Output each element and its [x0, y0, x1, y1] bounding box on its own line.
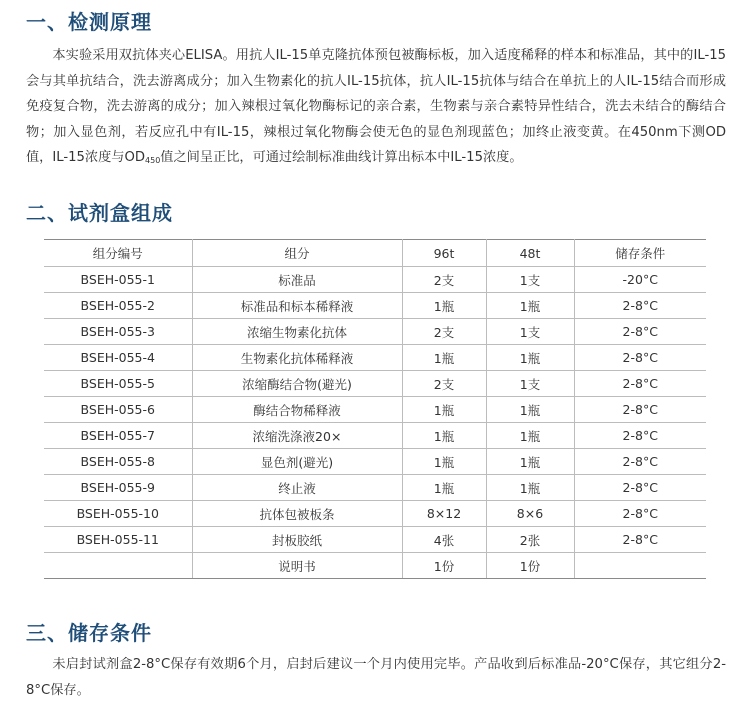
cell-component: 浓缩酶结合物(避光)	[192, 371, 402, 397]
cell-component-id: BSEH-055-4	[44, 345, 192, 371]
header-storage: 储存条件	[574, 240, 706, 267]
cell-48t: 1瓶	[486, 475, 574, 501]
cell-48t: 1支	[486, 371, 574, 397]
cell-component: 标准品和标本稀释液	[192, 293, 402, 319]
cell-storage: 2-8°C	[574, 319, 706, 345]
cell-48t: 1支	[486, 319, 574, 345]
cell-component: 终止液	[192, 475, 402, 501]
principle-text-end: 值之间呈正比，可通过绘制标准曲线计算出标本中IL-15浓度。	[160, 150, 523, 165]
cell-component-id: BSEH-055-10	[44, 501, 192, 527]
cell-component-id: BSEH-055-5	[44, 371, 192, 397]
cell-component: 标准品	[192, 267, 402, 293]
cell-96t: 4张	[402, 527, 486, 553]
table-row	[44, 527, 706, 553]
cell-component-id: BSEH-055-9	[44, 475, 192, 501]
header-96t: 96t	[402, 240, 486, 267]
table-row	[44, 267, 706, 293]
cell-storage: 2-8°C	[574, 397, 706, 423]
cell-96t: 2支	[402, 267, 486, 293]
table-row	[44, 293, 706, 319]
cell-storage: 2-8°C	[574, 527, 706, 553]
cell-component: 生物素化抗体稀释液	[192, 345, 402, 371]
cell-component: 抗体包被板条	[192, 501, 402, 527]
table-row	[44, 319, 706, 345]
table-row	[44, 501, 706, 527]
table-header-row	[44, 240, 706, 267]
section-title-principle: 一、检测原理	[26, 10, 152, 34]
cell-storage: 2-8°C	[574, 423, 706, 449]
cell-96t: 1瓶	[402, 475, 486, 501]
header-component-id: 组分编号	[44, 240, 192, 267]
table-row	[44, 423, 706, 449]
kit-components-table	[44, 239, 706, 579]
cell-storage: 2-8°C	[574, 371, 706, 397]
cell-48t: 1瓶	[486, 423, 574, 449]
header-component: 组分	[192, 240, 402, 267]
cell-storage: 2-8°C	[574, 449, 706, 475]
cell-48t: 2张	[486, 527, 574, 553]
cell-component-id	[44, 553, 192, 579]
cell-48t: 1瓶	[486, 293, 574, 319]
table-row	[44, 345, 706, 371]
cell-component: 封板胶纸	[192, 527, 402, 553]
cell-component-id: BSEH-055-7	[44, 423, 192, 449]
principle-paragraph	[26, 43, 726, 171]
cell-component: 说明书	[192, 553, 402, 579]
cell-96t: 1瓶	[402, 397, 486, 423]
section-title-kit: 二、试剂盒组成	[26, 201, 173, 225]
cell-component: 浓缩生物素化抗体	[192, 319, 402, 345]
cell-96t: 1份	[402, 553, 486, 579]
cell-48t: 1份	[486, 553, 574, 579]
cell-96t: 1瓶	[402, 423, 486, 449]
cell-component-id: BSEH-055-3	[44, 319, 192, 345]
cell-96t: 8×12	[402, 501, 486, 527]
cell-storage: 2-8°C	[574, 345, 706, 371]
section-title-storage: 三、储存条件	[26, 621, 152, 645]
cell-component-id: BSEH-055-11	[44, 527, 192, 553]
table-row	[44, 475, 706, 501]
table-body	[44, 267, 706, 579]
table-row	[44, 449, 706, 475]
cell-48t: 1瓶	[486, 397, 574, 423]
cell-component-id: BSEH-055-6	[44, 397, 192, 423]
cell-96t: 1瓶	[402, 449, 486, 475]
cell-component-id: BSEH-055-1	[44, 267, 192, 293]
table-row	[44, 553, 706, 579]
cell-component: 浓缩洗涤液20×	[192, 423, 402, 449]
cell-48t: 1支	[486, 267, 574, 293]
od-subscript: 450	[145, 156, 161, 165]
storage-paragraph: 未启封试剂盒2-8°C保存有效期6个月，启封后建议一个月内使用完毕。产品收到后标准品-20°C保存，其它组分2-8°C保存。	[26, 657, 726, 698]
cell-storage: 2-8°C	[574, 475, 706, 501]
principle-text-main: 本实验采用双抗体夹心ELISA。用抗人IL-15单克隆抗体预包被酶标板，加入适度稀释的样本和标准品，其中的IL-15会与其单抗结合，洗去游离成分；加入生物素化的抗人IL-15抗体，抗人IL-15抗体与结合在单抗上的人IL-15结合而形成免疫复合物，洗去游离的成分；加入辣根过氧化物酶标记的亲合素，生物素与亲合素特异性结合，洗去未结合的酶结合物；加入显色剂，若反应孔中有IL-15，辣根过氧化物酶会使无色的显色剂现蓝色；加终止液变黄。在450nm下测OD值，IL-15浓度与OD	[26, 48, 726, 165]
cell-96t: 2支	[402, 319, 486, 345]
cell-storage: 2-8°C	[574, 293, 706, 319]
table-row	[44, 371, 706, 397]
cell-48t: 1瓶	[486, 345, 574, 371]
cell-component-id: BSEH-055-8	[44, 449, 192, 475]
cell-96t: 2支	[402, 371, 486, 397]
cell-storage: 2-8°C	[574, 501, 706, 527]
cell-48t: 8×6	[486, 501, 574, 527]
cell-component-id: BSEH-055-2	[44, 293, 192, 319]
cell-component: 酶结合物稀释液	[192, 397, 402, 423]
cell-storage	[574, 553, 706, 579]
cell-96t: 1瓶	[402, 293, 486, 319]
cell-96t: 1瓶	[402, 345, 486, 371]
cell-component: 显色剂(避光)	[192, 449, 402, 475]
cell-storage: -20°C	[574, 267, 706, 293]
table-row	[44, 397, 706, 423]
cell-48t: 1瓶	[486, 449, 574, 475]
header-48t: 48t	[486, 240, 574, 267]
